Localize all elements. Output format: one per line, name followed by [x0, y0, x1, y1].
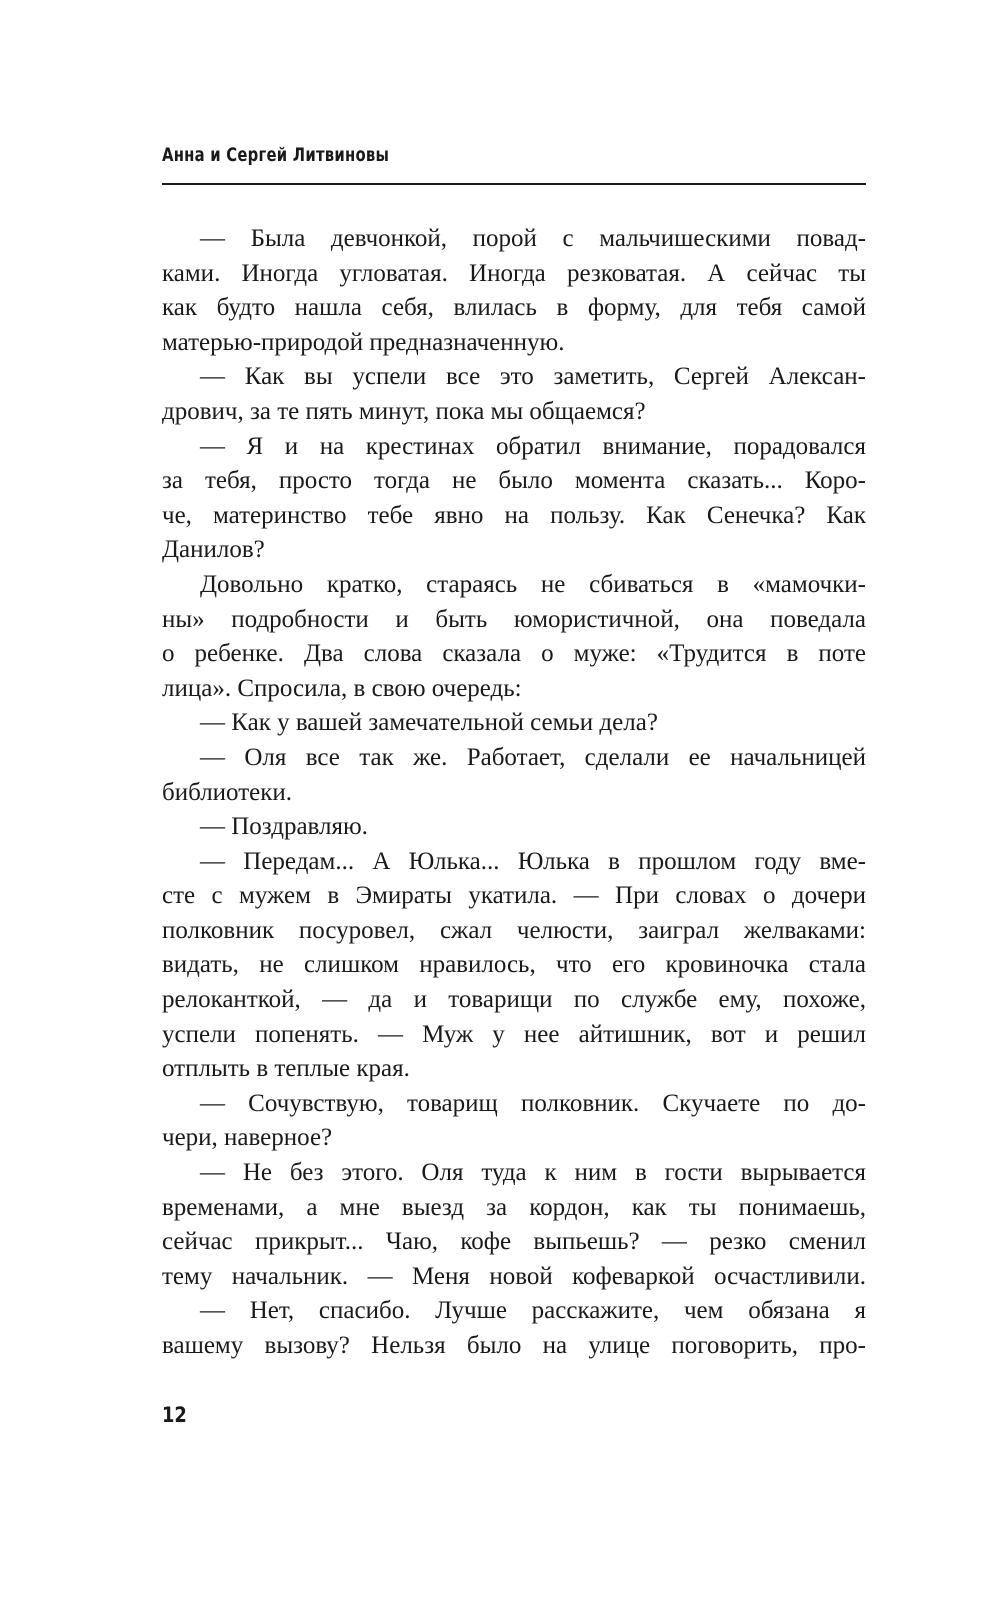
text-line: че, материнство тебе явно на пользу. Как Сенечка? Как — [162, 501, 866, 529]
text-line: ками. Иногда угловатая. Иногда резковатая. А сейчас ты — [162, 259, 866, 287]
body-text — [162, 222, 866, 1364]
text-line: успели попенять. — Муж у нее айтишник, вот и решил — [162, 1020, 866, 1048]
text-line: — Как у вашей замечательной семьи дела? — [200, 709, 658, 737]
text-line: релоканткой, — да и товарищи по службе ему, похоже, — [162, 986, 866, 1014]
text-line: сейчас прикрыт... Чаю, кофе выпьешь? — резко сменил — [162, 1228, 866, 1256]
page-number: 12 — [162, 1403, 187, 1427]
text-line: библиотеки. — [162, 778, 293, 806]
text-line: лица». Спросила, в свою очередь: — [162, 674, 522, 702]
text-line: Довольно кратко, стараясь не сбиваться в «мамочки- — [200, 570, 866, 598]
text-line: Данилов? — [162, 536, 265, 564]
text-line: — Не без этого. Оля туда к ним в гости вырывается — [200, 1159, 866, 1187]
text-line: — Была девчонкой, порой с мальчишескими повад- — [200, 225, 866, 252]
text-line: полковник посуровел, сжал челюсти, заиграл желваками: — [162, 916, 866, 944]
text-line: матерью-природой предназначенную. — [162, 328, 565, 356]
text-line: как будто нашла себя, влилась в форму, для тебя самой — [162, 294, 866, 322]
text-line: — Как вы успели все это заметить, Сергей Алексан- — [200, 363, 866, 391]
text-line: — Сочувствую, товарищ полковник. Скучаете по до- — [200, 1089, 866, 1117]
text-line: за тебя, просто тогда не было момента сказать... Коро- — [162, 467, 866, 495]
text-line: — Нет, спасибо. Лучше расскажите, чем обязана я — [200, 1297, 866, 1325]
text-line: тему начальник. — Меня новой кофеваркой осчастливили. — [162, 1262, 866, 1290]
text-line: — Я и на крестинах обратил внимание, порадовался — [200, 432, 866, 460]
text-line: сте с мужем в Эмираты укатила. — При словах о дочери — [162, 882, 866, 910]
text-line: чери, наверное? — [162, 1124, 333, 1152]
text-line: временами, а мне выезд за кордон, как ты понимаешь, — [162, 1193, 866, 1221]
text-line: вашему вызову? Нельзя было на улице поговорить, про- — [162, 1332, 866, 1359]
header-rule — [162, 183, 866, 185]
text-line: — Поздравляю. — [200, 813, 368, 841]
running-head: Анна и Сергей Литвиновы — [162, 144, 390, 166]
text-line: о ребенке. Два слова сказала о муже: «Трудится в поте — [162, 640, 866, 668]
text-line: дрович, за те пять минут, пока мы общаемся? — [162, 397, 646, 425]
text-line: — Оля все так же. Работает, сделали ее начальницей — [200, 743, 866, 771]
text-line: — Передам... А Юлька... Юлька в прошлом году вме- — [200, 847, 866, 875]
text-line: ны» подробности и быть юмористичной, она поведала — [162, 605, 866, 633]
text-line: отплыть в теплые края. — [162, 1055, 410, 1083]
text-line: видать, не слишком нравилось, что его кровиночка стала — [162, 951, 866, 979]
